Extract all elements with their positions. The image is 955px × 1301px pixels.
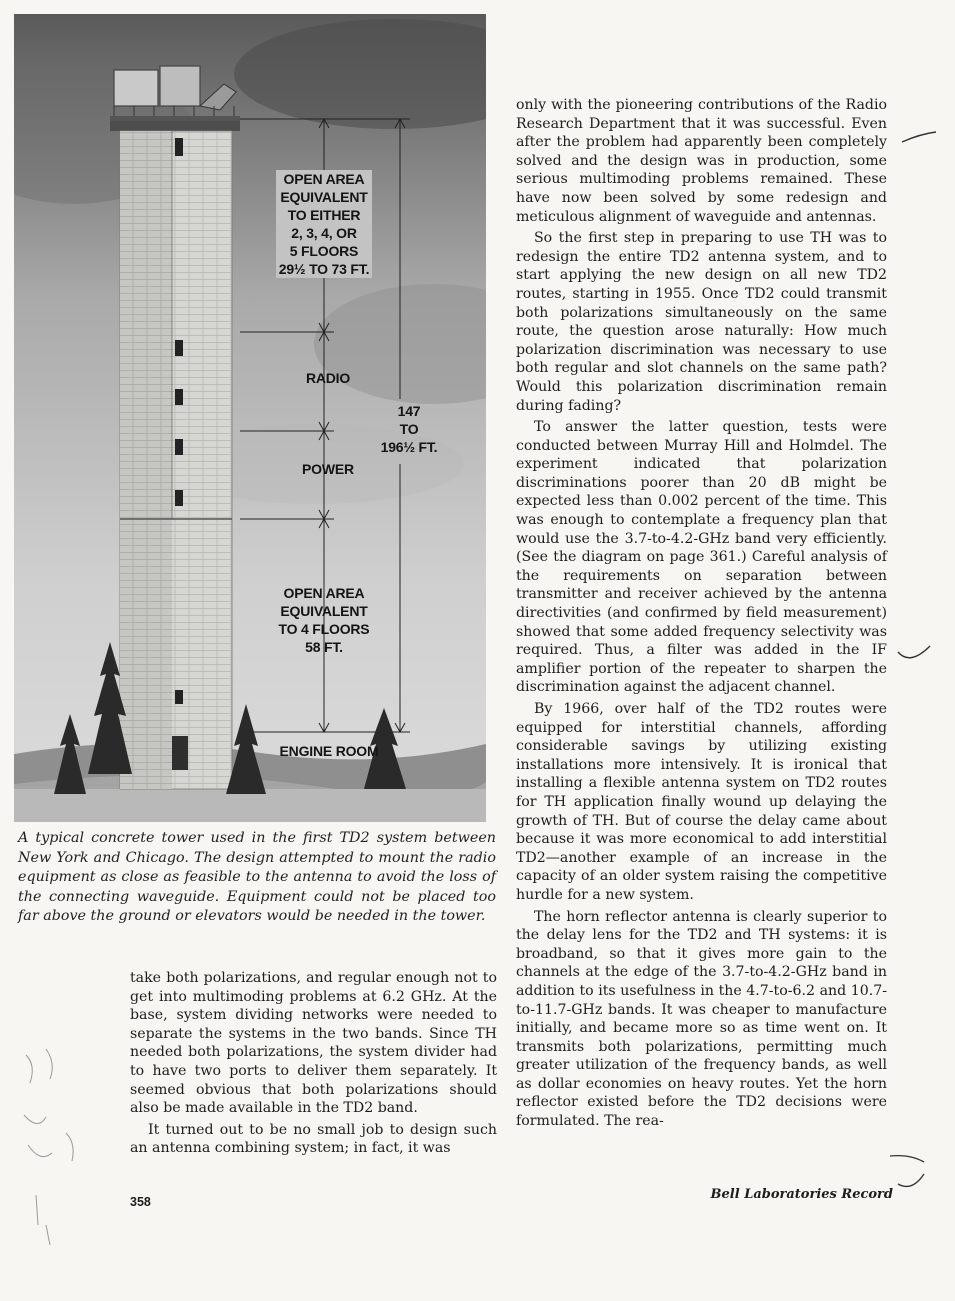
figure-caption: A typical concrete tower used in the first TD2 system between New York and Chicago. The design attempted to mount the radio equipment as close as feasible to the antenna to avoid the loss of the connecting waveguide. Equipment could not be placed too far above the ground or elevators would be needed in the tower.	[18, 830, 496, 924]
paragraph: only with the pioneering contributions of the Radio Research Department that it was successful. Even after the problem had apparently been completely solved and the design was in production, some serious multimoding problems remained. These have now been solved by some redesign and meticulous alignment of waveguide and antennas.	[516, 97, 887, 225]
tower-body	[110, 121, 240, 789]
pencil-mark-icon	[888, 1150, 928, 1194]
label-open-area-top: OPEN AREA EQUIVALENT TO EITHER 2, 3, 4, OR 5 FLOORS 29½ TO 73 FT.	[276, 170, 372, 278]
label-open-area-bottom: OPEN AREA EQUIVALENT TO 4 FLOORS 58 FT.	[278, 585, 370, 655]
pencil-mark-icon	[16, 1035, 106, 1250]
page-number: 358	[130, 1195, 151, 1209]
paragraph: So the first step in preparing to use TH was to redesign the entire TD2 antenna system, and to start applying the new design on all new TD2 routes, starting in 1955. Once TD2 could transmit both polarizations simultaneously on the same route, the question arose naturally: How much polarization discrimination was necessary to use both regular and slot channels on the same path? Would this polarization discrimination remain during fading?	[516, 230, 887, 414]
left-column	[130, 969, 497, 1161]
paragraph: By 1966, over half of the TD2 routes were equipped for interstitial channels, affording considerable savings by utilizing existing installations more intensively. It is ironical that installing a flexible antenna system on TD2 routes for TH application finally wound up delaying the growth of TH. But of course the delay came about because it was more economical to add interstitial TD2—another example of an increase in the capacity of an older system raising the competitive hurdle for a new system.	[516, 701, 887, 903]
label-engine-room: ENGINE ROOM	[279, 743, 379, 759]
tower-illustration	[14, 14, 486, 822]
running-title: Bell Laboratories Record	[710, 1187, 893, 1202]
label-radio: RADIO	[305, 370, 351, 386]
label-power: POWER	[302, 461, 354, 477]
label-height: 147 TO 196½ FT.	[380, 403, 438, 455]
paragraph: It turned out to be no small job to design such an antenna combining system; in fact, it was	[130, 1121, 497, 1157]
paragraph: To answer the latter question, tests were conducted between Murray Hill and Holmdel. The experiment indicated that polarization discriminations poorer than 20 dB might be expected less than 0.002 percent of the time. This was enough to contemplate a frequency plan that would use the 3.7-to-4.2-GHz band very efficiently. (See the diagram on page 361.) Careful analysis of the requirements on separation between transmitter and receiver achieved by the antenna directivities (and confirmed by field measurement) showed that some added frequency selectivity was required. Thus, a filter was added in the IF amplifier portion of the repeater to sharpen the discrimination against the adjacent channel.	[516, 419, 887, 696]
pencil-mark-icon	[896, 640, 936, 670]
paragraph: The horn reflector antenna is clearly superior to the delay lens for the TD2 and TH systems: it is broadband, so that it gives more gain to the channels at the edge of the 3.7-to-4.2-GHz band in addition to its usefulness in the 4.7-to-6.2 and 10.7-to-11.7-GHz bands. It was cheaper to manufacture initially, and became more so as time went on. It transmits both polarizations, permitting much greater utilization of the frequency bands, as well as dollar economies on heavy routes. Yet the horn reflector existed before the TD2 decisions were formulated. The rea-	[516, 908, 887, 1130]
paragraph: take both polarizations, and regular enough not to get into multimoding problems at 6.2 GHz. At the base, system dividing networks were needed to separate the systems in the two bands. Since TH needed both polarizations, the system divider had to have two ports to deliver them separately. It seemed obvious that both polarizations should also be made available in the TD2 band.	[130, 970, 497, 1117]
pencil-mark-icon	[900, 128, 940, 152]
right-column	[516, 96, 887, 1134]
